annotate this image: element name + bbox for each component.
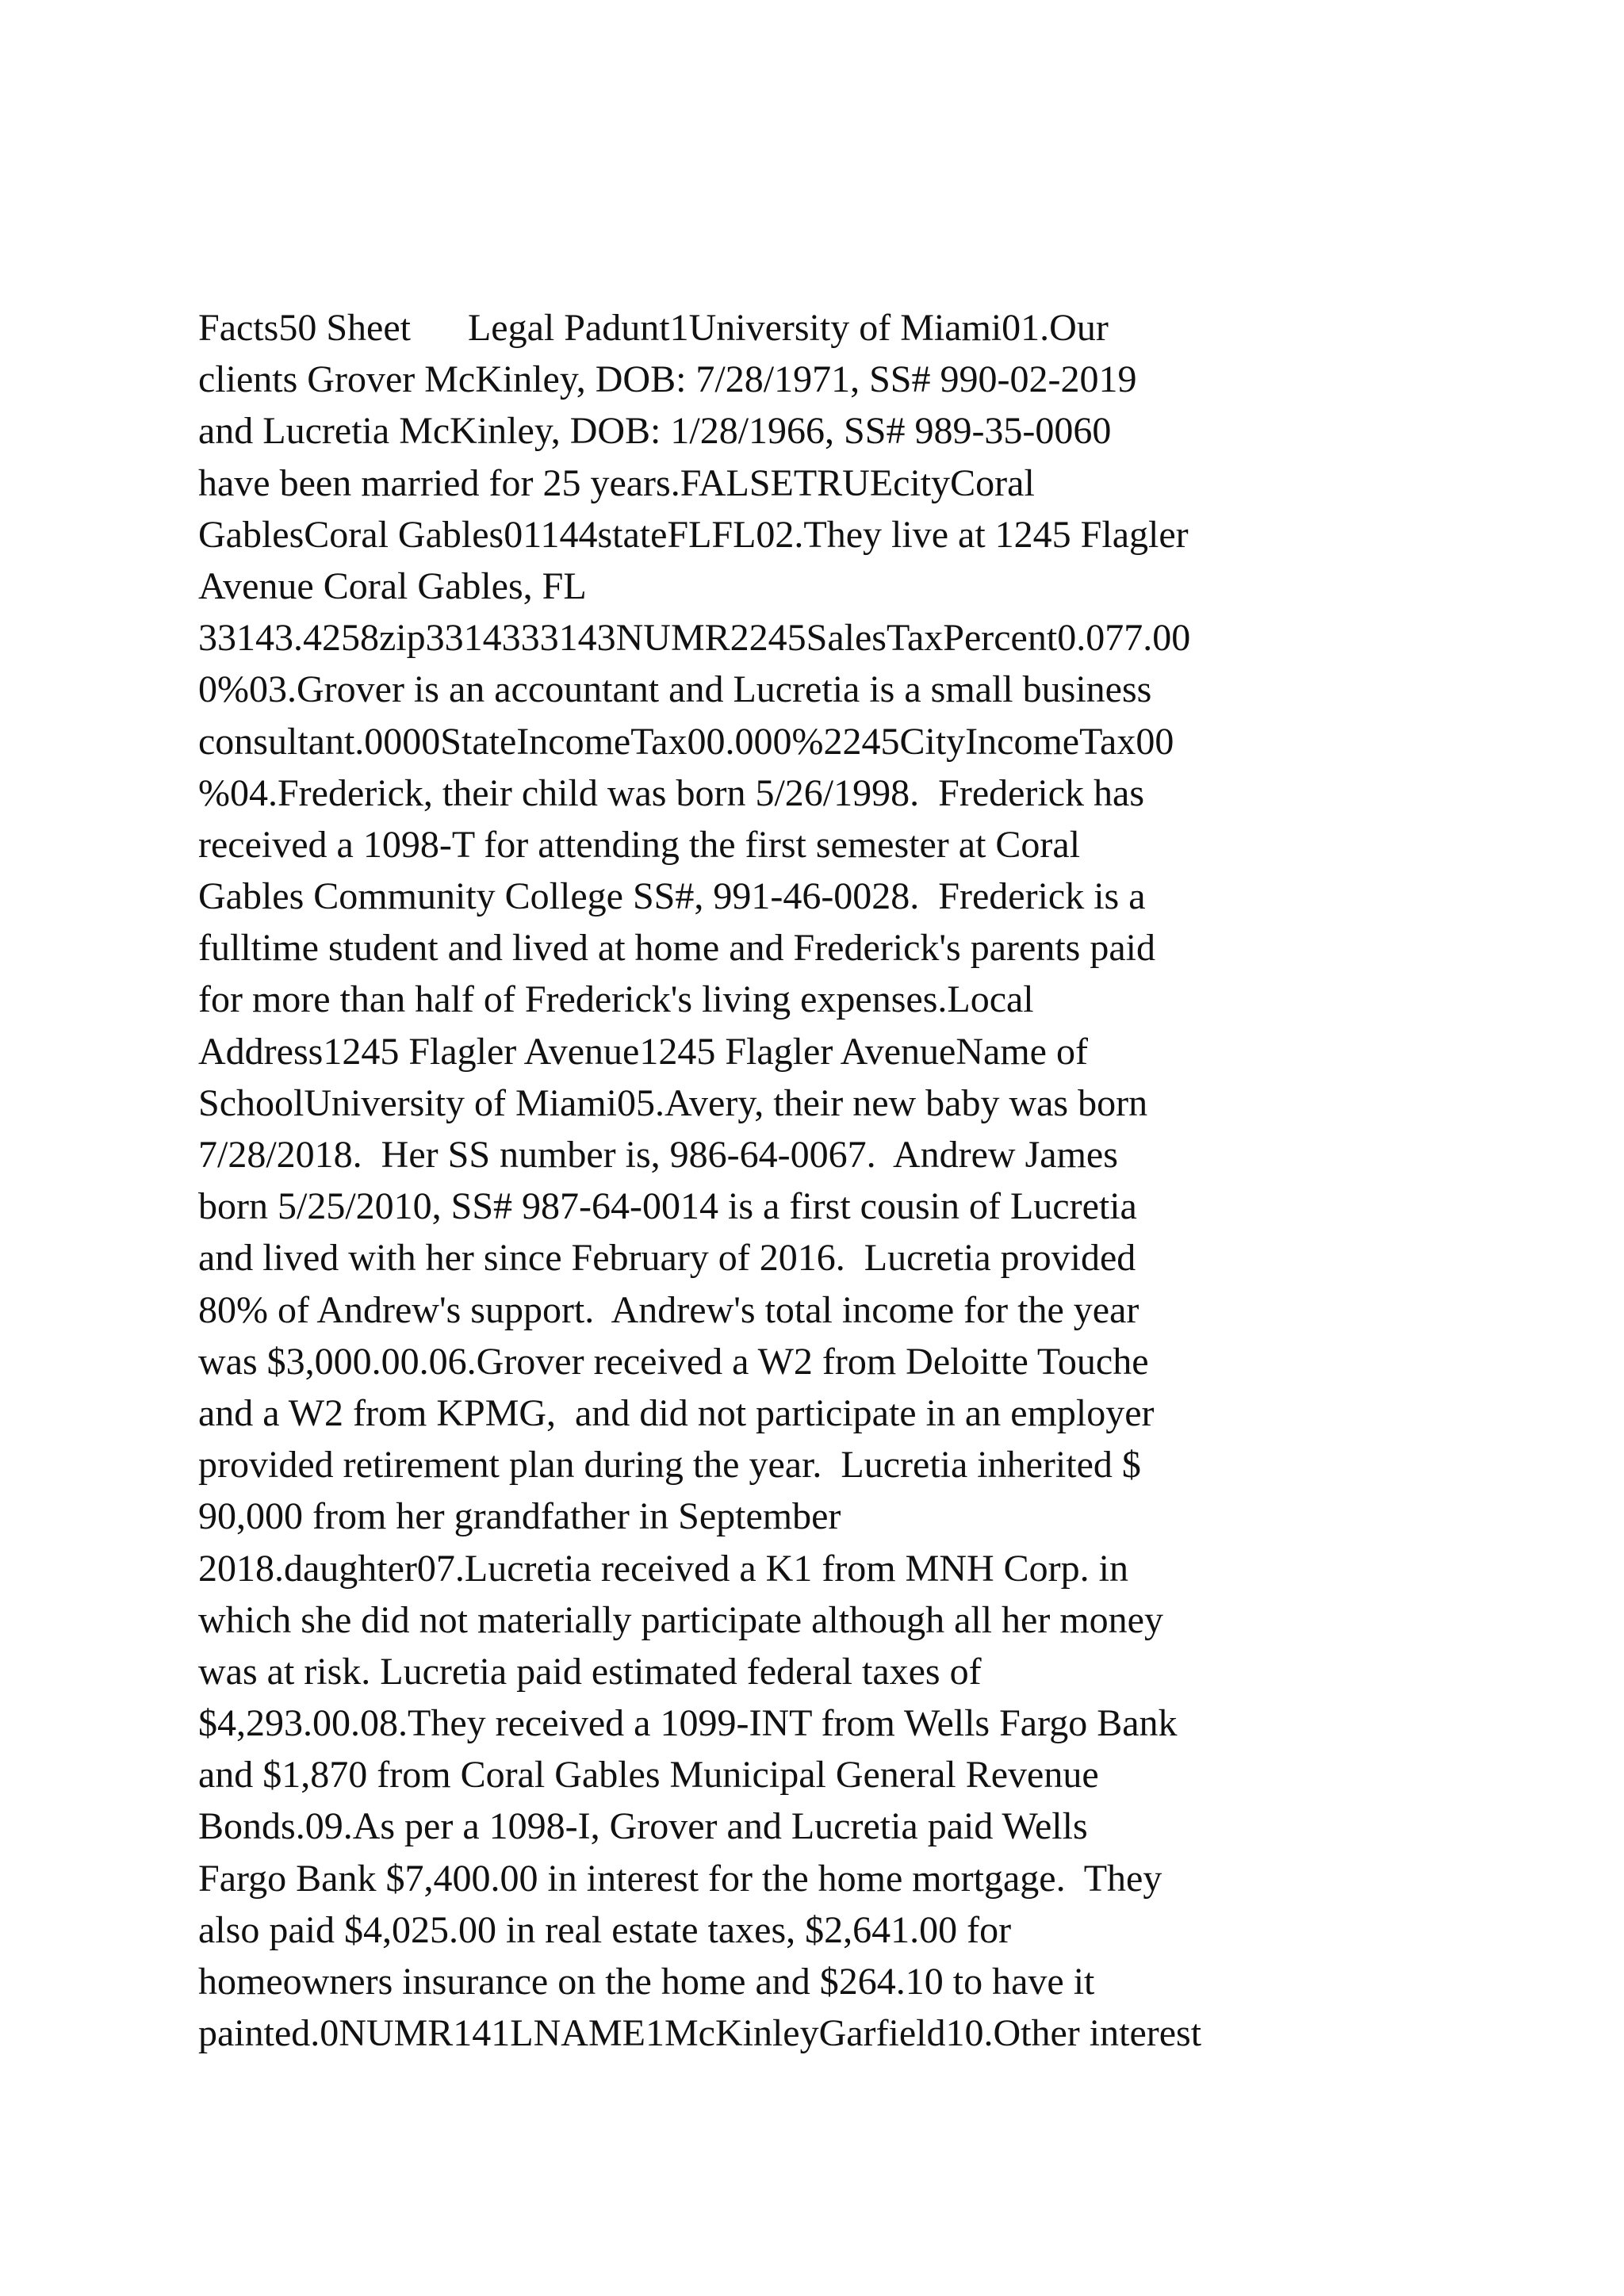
text-line: born 5/25/2010, SS# 987-64-0014 is a first cousin of Lucretia	[198, 1185, 1137, 1228]
text-line: provided retirement plan during the year. Lucretia inherited $	[198, 1444, 1141, 1487]
text-line: fulltime student and lived at home and Frederick's parents paid	[198, 927, 1155, 970]
text-line: Address1245 Flagler Avenue1245 Flagler AvenueName of	[198, 1030, 1088, 1073]
text-line: painted.0NUMR141LNAME1McKinleyGarfield10.Other interest	[198, 2012, 1202, 2055]
text-line: $4,293.00.08.They received a 1099-INT from Wells Fargo Bank	[198, 1702, 1178, 1745]
text-line: clients Grover McKinley, DOB: 7/28/1971, SS# 990-02-2019	[198, 358, 1137, 401]
text-line: 7/28/2018. Her SS number is, 986-64-0067. Andrew James	[198, 1134, 1118, 1176]
text-line: which she did not materially participate although all her money	[198, 1598, 1163, 1641]
text-line: Bonds.09.As per a 1098-I, Grover and Lucretia paid Wells	[198, 1805, 1088, 1848]
text-line: %04.Frederick, their child was born 5/26/1998. Frederick has	[198, 771, 1145, 814]
text-line: Gables Community College SS#, 991-46-0028. Frederick is a	[198, 875, 1146, 918]
text-line: 80% of Andrew's support. Andrew's total income for the year	[198, 1288, 1139, 1331]
text-line: was at risk. Lucretia paid estimated federal taxes of	[198, 1650, 982, 1693]
text-line: was $3,000.00.06.Grover received a W2 from Deloitte Touche	[198, 1340, 1149, 1383]
text-line: Avenue Coral Gables, FL	[198, 564, 587, 607]
text-line: for more than half of Frederick's living expenses.Local	[198, 978, 1034, 1021]
text-line: Fargo Bank $7,400.00 in interest for the home mortgage. They	[198, 1857, 1162, 1900]
text-line: 2018.daughter07.Lucretia received a K1 from MNH Corp. in	[198, 1547, 1128, 1590]
text-line: and $1,870 from Coral Gables Municipal General Revenue	[198, 1754, 1099, 1797]
text-line: GablesCoral Gables01144stateFLFL02.They live at 1245 Flagler	[198, 513, 1189, 556]
text-line: received a 1098-T for attending the first semester at Coral	[198, 823, 1081, 866]
text-line: SchoolUniversity of Miami05.Avery, their new baby was born	[198, 1081, 1148, 1124]
text-line: 90,000 from her grandfather in September	[198, 1495, 841, 1538]
text-line: and a W2 from KPMG, and did not participate in an employer	[198, 1391, 1155, 1434]
text-line: and Lucretia McKinley, DOB: 1/28/1966, SS# 989-35-0060	[198, 410, 1112, 453]
text-line: 0%03.Grover is an accountant and Lucretia is a small business	[198, 668, 1152, 711]
document-body-text	[198, 302, 1435, 2059]
text-line: Facts50 Sheet Legal Padunt1University of Miami01.Our	[198, 307, 1109, 349]
text-line: homeowners insurance on the home and $264.10 to have it	[198, 1961, 1095, 2003]
text-line: 33143.4258zip3314333143NUMR2245SalesTaxPercent0.077.00	[198, 617, 1191, 660]
text-line: and lived with her since February of 2016. Lucretia provided	[198, 1237, 1136, 1280]
text-line: consultant.0000StateIncomeTax00.000%2245CityIncomeTax00	[198, 720, 1174, 763]
text-line: have been married for 25 years.FALSETRUEcityCoral	[198, 461, 1035, 504]
text-line: also paid $4,025.00 in real estate taxes, $2,641.00 for	[198, 1908, 1012, 1951]
